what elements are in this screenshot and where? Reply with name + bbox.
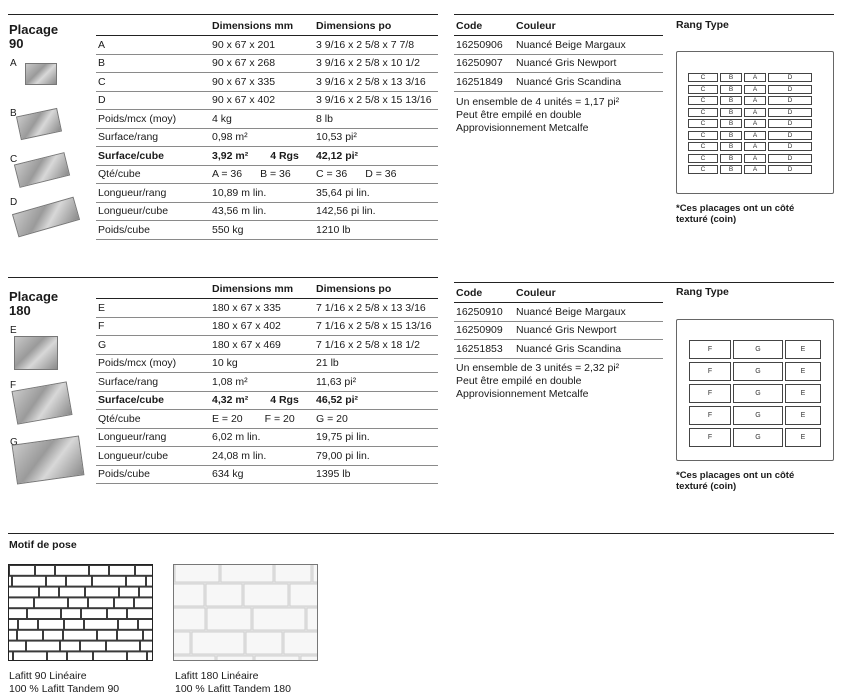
header-dimensions-po: Dimensions po xyxy=(314,17,438,36)
table-row: Poids/mcx (moy) 4 kg 8 lb xyxy=(96,110,438,129)
section90-title: Placage 90 xyxy=(9,22,59,51)
rang-brick-c: C xyxy=(688,131,718,140)
rang-brick-c: C xyxy=(688,142,718,151)
rang-brick-a: A xyxy=(744,165,766,174)
section180-rang-diagram xyxy=(676,319,834,461)
rang-brick-b: B xyxy=(720,131,742,140)
section90-right-top-rule xyxy=(454,14,834,15)
rang-brick-d: D xyxy=(768,85,812,94)
rang-brick-d: D xyxy=(768,73,812,82)
rang-brick-a: A xyxy=(744,119,766,128)
qte-row: Qté/cube A = 36 B = 36 C = 36 D = 36 xyxy=(96,165,438,184)
table-row: 16251853 Nuancé Gris Scandina xyxy=(454,340,663,359)
caption-lafitt-90: Lafitt 90 Linéaire 100 % Lafitt Tandem 90 xyxy=(9,670,120,695)
section180-note: Un ensemble de 3 unités = 2,32 pi² Peut être empilé en double Approvisionnement Metcalfe xyxy=(456,362,620,400)
rang-brick-d: D xyxy=(768,108,812,117)
table-row: C 90 x 67 x 335 3 9/16 x 2 5/8 x 13 3/16 xyxy=(96,73,438,92)
rang-brick-b: B xyxy=(720,96,742,105)
rang-brick-f: F xyxy=(689,340,731,359)
table-row: G 180 x 67 x 469 7 1/16 x 2 5/8 x 18 1/2 xyxy=(96,336,438,355)
table-row: Poids/cube 550 kg 1210 lb xyxy=(96,221,438,240)
table-row: B 90 x 67 x 268 3 9/16 x 2 5/8 x 10 1/2 xyxy=(96,54,438,73)
rang-brick-b: B xyxy=(720,165,742,174)
header-blank xyxy=(96,17,210,36)
table-row: Longueur/cube 24,08 m lin. 79,00 pi lin. xyxy=(96,447,438,466)
section180-codes-table: Code Couleur 16250910 Nuancé Beige Margaux 16250909 Nuancé Gris Newport 16251853 Nuancé Gris Scandina xyxy=(454,284,663,359)
thumb-letter-a: A xyxy=(10,58,17,69)
rang-brick-e: E xyxy=(785,406,821,425)
section180-top-rule xyxy=(8,277,438,278)
table-row: Longueur/rang 10,89 m lin. 35,64 pi lin. xyxy=(96,184,438,203)
table-row: Poids/mcx (moy) 10 kg 21 lb xyxy=(96,354,438,373)
rang-brick-d: D xyxy=(768,165,812,174)
stone-e-image xyxy=(14,336,58,370)
section90-note: Un ensemble de 4 unités = 1,17 pi² Peut être empilé en double Approvisionnement Metcalfe xyxy=(456,96,620,134)
rang-brick-c: C xyxy=(688,165,718,174)
rang-brick-b: B xyxy=(720,119,742,128)
rang-brick-g: G xyxy=(733,384,783,403)
rang-brick-d: D xyxy=(768,142,812,151)
section180-right-top-rule xyxy=(454,282,834,283)
section180-rang-title: Rang Type xyxy=(676,286,729,298)
section180-spec-table: Dimensions mm Dimensions po E 180 x 67 x 335 7 1/16 x 2 5/8 x 13 3/16 F 180 x 67 x 402 7 1/16 x 2 5/8 x 15 13/16 G 180 x 67 x 469 7 1/16 x 2 5/8 x 18 1/2 Poids/mcx (moy) 10 kg 21 lb Surface/rang 1,08 m² 11,63 pi² Surface/cube 4,32 m² 4 Rgs 46,52 pi² Qté/cube E = 20 F = 20 G = 20 Longueur/rang 6,02 m lin. 19,75 pi lin. Longueur/cube 24,08 m lin. 79,00 pi lin. Poids/cube 634 kg 1395 lb xyxy=(96,280,438,484)
rang-brick-d: D xyxy=(768,154,812,163)
rang-brick-e: E xyxy=(785,340,821,359)
stone-c-image xyxy=(14,152,70,188)
table-row: 16250909 Nuancé Gris Newport xyxy=(454,321,663,340)
thumb-letter-d: D xyxy=(10,197,18,208)
rang-brick-f: F xyxy=(689,384,731,403)
thumb-letter-f: F xyxy=(10,380,17,391)
header-dimensions-mm: Dimensions mm xyxy=(210,17,314,36)
thumb-letter-e: E xyxy=(10,325,17,336)
rang-brick-g: G xyxy=(733,340,783,359)
rang-brick-a: A xyxy=(744,131,766,140)
section90-rang-diagram xyxy=(676,51,834,194)
table-row: Poids/cube 634 kg 1395 lb xyxy=(96,465,438,484)
section180-textured-note: *Ces placages ont un côté texturé (coin) xyxy=(676,470,795,492)
rang-brick-e: E xyxy=(785,428,821,447)
table-row: E 180 x 67 x 335 7 1/16 x 2 5/8 x 13 3/16 xyxy=(96,299,438,318)
rang-brick-c: C xyxy=(688,108,718,117)
stone-d-image xyxy=(12,197,80,238)
rang-brick-b: B xyxy=(720,142,742,151)
stone-a-image xyxy=(25,63,57,85)
surface-cube-rgs: 4 Rgs xyxy=(270,149,299,162)
table-row: A 90 x 67 x 201 3 9/16 x 2 5/8 x 7 7/8 xyxy=(96,36,438,55)
section90-textured-note: *Ces placages ont un côté texturé (coin) xyxy=(676,203,795,225)
section90-spec-table xyxy=(96,17,438,240)
rang-brick-e: E xyxy=(785,362,821,381)
rang-brick-f: F xyxy=(689,428,731,447)
rang-brick-b: B xyxy=(720,154,742,163)
table-row: 16250910 Nuancé Beige Margaux xyxy=(454,303,663,322)
rang-brick-g: G xyxy=(733,406,783,425)
section90-top-rule xyxy=(8,14,438,15)
thumb-letter-g: G xyxy=(10,437,18,448)
rang-brick-f: F xyxy=(689,406,731,425)
table-row: Longueur/rang 6,02 m lin. 19,75 pi lin. xyxy=(96,428,438,447)
surface-cube-mm: 3,92 m² xyxy=(212,149,249,162)
rang-brick-c: C xyxy=(688,119,718,128)
qte-row: Qté/cube E = 20 F = 20 G = 20 xyxy=(96,410,438,429)
table-row: Surface/rang 1,08 m² 11,63 pi² xyxy=(96,373,438,392)
thumb-letter-c: C xyxy=(10,154,18,165)
rang-brick-d: D xyxy=(768,119,812,128)
thumb-letter-b: B xyxy=(10,108,17,119)
stone-b-image xyxy=(16,108,62,140)
rang-brick-d: D xyxy=(768,96,812,105)
table-row: F 180 x 67 x 402 7 1/16 x 2 5/8 x 15 13/16 xyxy=(96,317,438,336)
stone-g-image xyxy=(12,435,85,484)
rang-brick-a: A xyxy=(744,108,766,117)
pattern-90-image xyxy=(8,564,153,661)
table-row: D 90 x 67 x 402 3 9/16 x 2 5/8 x 15 13/16 xyxy=(96,91,438,110)
rang-brick-c: C xyxy=(688,73,718,82)
table-row: 16250906 Nuancé Beige Margaux xyxy=(454,36,663,55)
surface-cube-row: Surface/cube 4,32 m² 4 Rgs 46,52 pi² xyxy=(96,391,438,410)
table-row: Longueur/cube 43,56 m lin. 142,56 pi lin. xyxy=(96,202,438,221)
rang-brick-a: A xyxy=(744,154,766,163)
rang-brick-b: B xyxy=(720,73,742,82)
section180-title: Placage 180 xyxy=(9,289,59,318)
rang-brick-g: G xyxy=(733,362,783,381)
stone-f-image xyxy=(11,381,72,424)
table-row: 16250907 Nuancé Gris Newport xyxy=(454,54,663,73)
rang-brick-c: C xyxy=(688,96,718,105)
rang-brick-b: B xyxy=(720,85,742,94)
caption-lafitt-180: Lafitt 180 Linéaire 100 % Lafitt Tandem 180 xyxy=(175,670,291,695)
rang-brick-a: A xyxy=(744,73,766,82)
motif-title: Motif de pose xyxy=(9,539,77,551)
rang-brick-g: G xyxy=(733,428,783,447)
table-row: Surface/rang 0,98 m² 10,53 pi² xyxy=(96,128,438,147)
rang-brick-a: A xyxy=(744,96,766,105)
rang-brick-a: A xyxy=(744,85,766,94)
surface-cube-row: Surface/cube 3,92 m² 4 Rgs 42,12 pi² xyxy=(96,147,438,166)
rang-brick-b: B xyxy=(720,108,742,117)
section90-rang-title: Rang Type xyxy=(676,19,729,31)
rang-brick-a: A xyxy=(744,142,766,151)
pattern-180-image xyxy=(173,564,318,661)
motif-top-rule xyxy=(8,533,834,534)
section90-codes-table: Code Couleur 16250906 Nuancé Beige Margaux 16250907 Nuancé Gris Newport 16251849 Nuancé Gris Scandina xyxy=(454,17,663,92)
rang-brick-d: D xyxy=(768,131,812,140)
rang-brick-c: C xyxy=(688,154,718,163)
rang-brick-c: C xyxy=(688,85,718,94)
rang-brick-e: E xyxy=(785,384,821,403)
table-row: 16251849 Nuancé Gris Scandina xyxy=(454,73,663,92)
rang-brick-f: F xyxy=(689,362,731,381)
